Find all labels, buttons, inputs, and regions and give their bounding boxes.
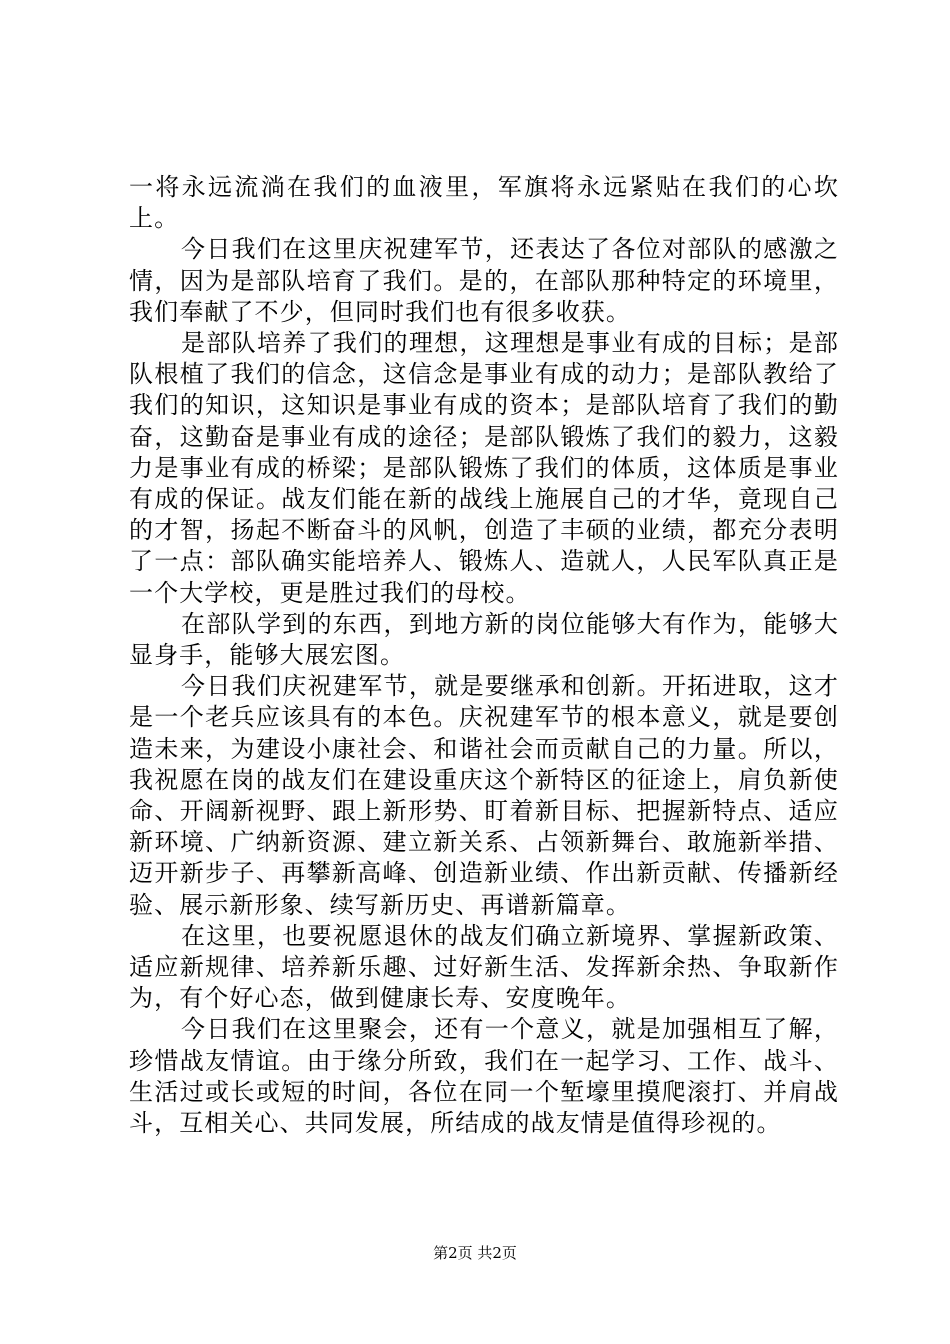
- paragraph: 今日我们在这里聚会，还有一个意义，就是加强相互了解，珍惜战友情谊。由于缘分所致，我们在一起学习、工作、战斗、生活过或长或短的时间，各位在同一个堑壕里摸爬滚打、并肩战斗，互相关心、共同发展，所结成的战友情是值得珍视的。: [129, 1015, 839, 1138]
- paragraph: 今日我们庆祝建军节，就是要继承和创新。开拓进取，这才是一个老兵应该具有的本色。庆祝建军节的根本意义，就是要创造未来，为建设小康社会、和谐社会而贡献自己的力量。所以，我祝愿在岗的战友们在建设重庆这个新特区的征途上，肩负新使命、开阔新视野、跟上新形势、盯着新目标、把握新特点、适应新环境、广纳新资源、建立新关系、占领新舞台、敢施新举措、迈开新步子、再攀新高峰、创造新业绩、作出新贡献、传播新经验、展示新形象、续写新历史、再谱新篇章。: [129, 672, 839, 919]
- paragraph: 今日我们在这里庆祝建军节，还表达了各位对部队的感激之情，因为是部队培育了我们。是的，在部队那种特定的环境里，我们奉献了不少，但同时我们也有很多收获。: [129, 235, 839, 326]
- paragraph: 在这里，也要祝愿退休的战友们确立新境界、掌握新政策、适应新规律、培养新乐趣、过好新生活、发挥新余热、争取新作为，有个好心态，做到健康长寿、安度晚年。: [129, 921, 839, 1013]
- document-body: [129, 172, 839, 1139]
- paragraph: 是部队培养了我们的理想，这理想是事业有成的目标；是部队根植了我们的信念，这信念是事业有成的动力；是部队教给了我们的知识，这知识是事业有成的资本；是部队培育了我们的勤奋，这勤奋是事业有成的途径；是部队锻炼了我们的毅力，这毅力是事业有成的桥梁；是部队锻炼了我们的体质，这体质是事业有成的保证。战友们能在新的战线上施展自己的才华，竟现自己的才智，扬起不断奋斗的风帆，创造了丰硕的业绩，都充分表明了一点：部队确实能培养人、锻炼人、造就人，人民军队真正是一个大学校，更是胜过我们的母校。: [129, 329, 839, 607]
- page-footer: 第2页 共2页: [433, 1244, 517, 1262]
- paragraph: 在部队学到的东西，到地方新的岗位能够大有作为，能够大显身手，能够大展宏图。: [129, 609, 839, 670]
- paragraph-continuation: 一将永远流淌在我们的血液里，军旗将永远紧贴在我们的心坎上。: [129, 173, 839, 233]
